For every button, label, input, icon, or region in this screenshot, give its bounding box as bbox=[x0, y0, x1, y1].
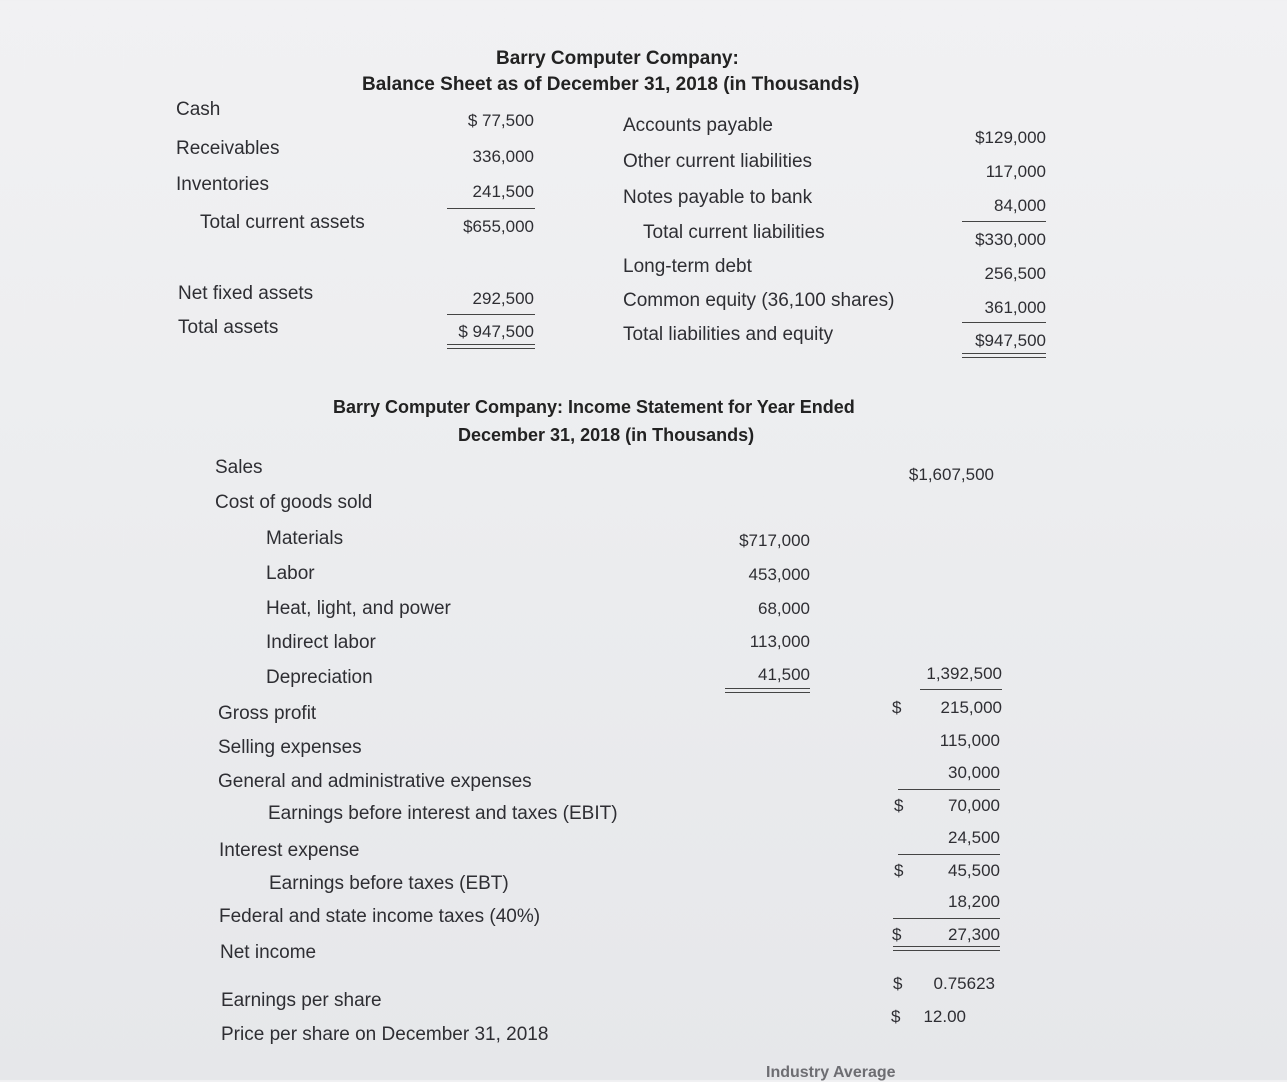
common-equity-label: Common equity (36,100 shares) bbox=[623, 290, 895, 311]
total-assets-label: Total assets bbox=[178, 317, 279, 338]
income-taxes-label: Federal and state income taxes (40%) bbox=[219, 906, 541, 927]
total-current-liabilities-value: $330,000 bbox=[975, 230, 1046, 249]
total-current-liabilities-label: Total current liabilities bbox=[643, 222, 825, 243]
cogs-total-value: 1,392,500 bbox=[926, 664, 1002, 683]
total-current-assets-label: Total current assets bbox=[200, 212, 365, 233]
net-income-dollar: $ bbox=[892, 925, 902, 944]
income-statement-title-date: December 31, 2018 (in Thousands) bbox=[458, 425, 755, 445]
selling-expenses-label: Selling expenses bbox=[218, 737, 362, 758]
notes-payable-label: Notes payable to bank bbox=[623, 187, 813, 208]
ebt-label: Earnings before taxes (EBT) bbox=[269, 873, 509, 894]
selling-expenses-value: 115,000 bbox=[939, 731, 1000, 750]
industry-average-heading: Industry Average bbox=[766, 1064, 896, 1081]
net-income-double-underline bbox=[893, 946, 1000, 951]
notes-payable-underline bbox=[962, 221, 1046, 222]
indirect-labor-label: Indirect labor bbox=[266, 632, 376, 653]
sales-label: Sales bbox=[215, 457, 263, 478]
net-fixed-assets-value: 292,500 bbox=[472, 289, 534, 308]
depreciation-label: Depreciation bbox=[266, 667, 373, 688]
other-current-liabilities-value: 117,000 bbox=[985, 162, 1046, 181]
total-assets-value: $ 947,500 bbox=[458, 322, 534, 341]
accounts-payable-label: Accounts payable bbox=[623, 115, 773, 136]
receivables-label: Receivables bbox=[176, 138, 280, 159]
eps-label: Earnings per share bbox=[221, 990, 382, 1011]
long-term-debt-value: 256,500 bbox=[984, 264, 1046, 283]
labor-label: Labor bbox=[266, 563, 315, 584]
total-liabilities-equity-label: Total liabilities and equity bbox=[623, 324, 834, 345]
eps-value: 0.75623 bbox=[933, 974, 995, 993]
ga-expenses-underline bbox=[898, 789, 1000, 790]
gross-profit-label: Gross profit bbox=[218, 703, 317, 724]
inventories-underline bbox=[447, 208, 535, 209]
materials-label: Materials bbox=[266, 528, 344, 549]
common-equity-underline bbox=[962, 322, 1046, 323]
interest-expense-underline bbox=[898, 854, 1000, 855]
total-liabilities-equity-double-underline bbox=[962, 353, 1046, 358]
heat-light-power-label: Heat, light, and power bbox=[266, 598, 451, 619]
income-taxes-underline bbox=[893, 918, 1000, 919]
ebt-value: 45,500 bbox=[948, 861, 1000, 880]
receivables-value: 336,000 bbox=[472, 147, 534, 166]
balance-sheet-title: Balance Sheet as of December 31, 2018 (in Thousands) bbox=[362, 74, 860, 95]
total-assets-double-underline bbox=[447, 344, 535, 349]
ebit-value: 70,000 bbox=[948, 796, 1000, 815]
price-dollar: $ bbox=[891, 1007, 901, 1026]
total-current-assets-value: $655,000 bbox=[463, 217, 534, 236]
eps-dollar: $ bbox=[893, 974, 903, 993]
sales-value: $1,607,500 bbox=[908, 465, 994, 484]
inventories-value: 241,500 bbox=[472, 182, 534, 201]
interest-expense-label: Interest expense bbox=[219, 840, 360, 861]
net-fixed-assets-underline bbox=[447, 314, 535, 315]
ga-expenses-label: General and administrative expenses bbox=[218, 771, 532, 792]
income-statement-title: Barry Computer Company: Income Statement for Year Ended bbox=[333, 397, 855, 417]
net-income-label: Net income bbox=[220, 942, 317, 963]
price-per-share-value: 12.00 bbox=[923, 1007, 966, 1026]
accounts-payable-value: $129,000 bbox=[975, 128, 1046, 147]
price-per-share-label: Price per share on December 31, 2018 bbox=[221, 1024, 549, 1045]
ebit-dollar: $ bbox=[894, 796, 904, 815]
cogs-total-overline bbox=[920, 689, 1002, 690]
total-liabilities-equity-value: $947,500 bbox=[975, 331, 1046, 350]
other-current-liabilities-label: Other current liabilities bbox=[623, 151, 813, 172]
ebit-label: Earnings before interest and taxes (EBIT) bbox=[268, 803, 618, 824]
gross-profit-value: 215,000 bbox=[940, 698, 1002, 717]
ga-expenses-value: 30,000 bbox=[948, 763, 1000, 782]
cash-value: $ 77,500 bbox=[467, 111, 534, 130]
cash-label: Cash bbox=[176, 99, 221, 120]
labor-value: 453,000 bbox=[748, 565, 810, 584]
cogs-label: Cost of goods sold bbox=[215, 492, 373, 513]
net-fixed-assets-label: Net fixed assets bbox=[178, 283, 314, 304]
depreciation-value: 41,500 bbox=[758, 665, 810, 684]
gross-profit-dollar: $ bbox=[892, 698, 902, 717]
interest-expense-value: 24,500 bbox=[948, 828, 1000, 847]
balance-sheet-title-company: Barry Computer Company: bbox=[496, 48, 739, 69]
ebt-dollar: $ bbox=[894, 861, 904, 880]
depreciation-double-underline bbox=[725, 688, 810, 693]
income-taxes-value: 18,200 bbox=[948, 892, 1000, 911]
common-equity-value: 361,000 bbox=[984, 298, 1046, 317]
inventories-label: Inventories bbox=[176, 174, 269, 195]
indirect-labor-value: 113,000 bbox=[749, 632, 810, 651]
net-income-value: 27,300 bbox=[948, 925, 1000, 944]
heat-light-power-value: 68,000 bbox=[758, 599, 810, 618]
notes-payable-value: 84,000 bbox=[994, 196, 1046, 215]
materials-value: $717,000 bbox=[739, 531, 810, 550]
long-term-debt-label: Long-term debt bbox=[623, 256, 752, 277]
